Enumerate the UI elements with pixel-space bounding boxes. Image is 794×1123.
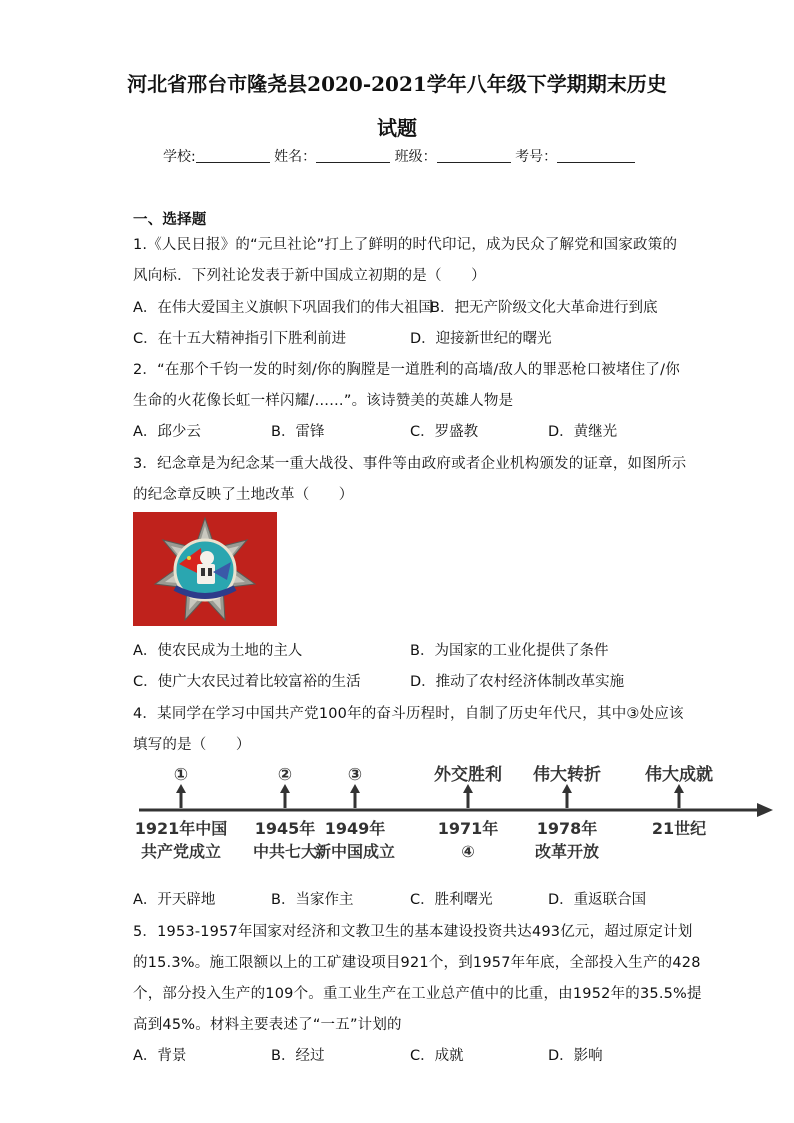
school-label: 学校:: [163, 149, 196, 165]
q4-option-b[interactable]: B．当家作主: [271, 892, 354, 908]
q3-option-d[interactable]: D．推动了农村经济体制改革实施: [410, 674, 625, 690]
q5-option-b[interactable]: B．经过: [271, 1048, 325, 1064]
timeline-tick-arrow: [350, 784, 360, 793]
timeline-tick-arrow: [176, 784, 186, 793]
timeline-year-label: 1949年: [324, 819, 386, 838]
q4-option-c[interactable]: C．胜利曙光: [410, 892, 493, 908]
number-blank[interactable]: [557, 148, 635, 163]
history-timeline: [133, 760, 773, 870]
timeline-top-label: 伟大成就: [645, 765, 713, 785]
timeline-top-label: 伟大转折: [533, 765, 601, 785]
q1-stem-line1: 1.《人民日报》的“元旦社论”打上了鲜明的时代印记，成为民众了解党和国家政策的: [133, 237, 678, 253]
timeline-top-label: ③: [347, 765, 363, 785]
q2-stem-line2: 生命的火花像长虹一样闪耀/……”。该诗赞美的英雄人物是: [133, 393, 514, 409]
timeline-tick-arrow: [674, 784, 684, 793]
timeline-arrowhead: [757, 803, 773, 817]
q1-stem-line2: 风向标．下列社论发表于新中国成立初期的是（ ）: [133, 268, 486, 284]
timeline-year-label: 1945年: [254, 819, 316, 838]
timeline-year-label: 21世纪: [651, 819, 707, 838]
timeline-year-label: 1978年: [536, 819, 598, 838]
timeline-event-label: ④: [461, 842, 475, 861]
name-label: 姓名：: [274, 149, 317, 165]
timeline-top-label: ①: [173, 765, 189, 785]
q4-stem-line2: 填写的是（ ）: [133, 737, 251, 753]
q5-stem-line3: 个，部分投入生产的109个。重工业生产在工业总产值中的比重，由1952年的35.5%提: [133, 986, 702, 1002]
q4-option-d[interactable]: D．重返联合国: [548, 892, 647, 908]
name-blank[interactable]: [316, 148, 390, 163]
q3-option-b[interactable]: B．为国家的工业化提供了条件: [410, 643, 609, 659]
q2-option-a[interactable]: A．邱少云: [133, 424, 201, 440]
q1-option-c[interactable]: C．在十五大精神指引下胜利前进: [133, 331, 347, 347]
q5-stem-line1: 5．1953-1957年国家对经济和文教卫生的基本建设投资共达493亿元，超过原定计划: [133, 924, 693, 940]
q2-stem-line1: 2．“在那个千钧一发的时刻/你的胸膛是一道胜利的高墙/敌人的罪恶枪口被堵住了/你: [133, 362, 680, 378]
timeline-event-label: 共产党成立: [140, 842, 222, 861]
timeline-tick-arrow: [463, 784, 473, 793]
exam-title-line2: 试题: [377, 116, 417, 140]
q1-option-d[interactable]: D．迎接新世纪的曙光: [410, 331, 552, 347]
timeline-event-label: 中共七大: [252, 842, 318, 861]
q3-option-c[interactable]: C．使广大农民过着比较富裕的生活: [133, 674, 361, 690]
q5-stem-line4: 高到45%。材料主要表述了“一五”计划的: [133, 1017, 402, 1033]
q4-stem-line1: 4．某同学在学习中国共产党100年的奋斗历程时，自制了历史年代尺，其中③处应该: [133, 706, 684, 722]
q1-option-b[interactable]: B．把无产阶级文化大革命进行到底: [430, 300, 658, 316]
q2-option-d[interactable]: D．黄继光: [548, 424, 618, 440]
q3-stem-line2: 的纪念章反映了土地改革（ ）: [133, 487, 354, 503]
q3-stem-line1: 3．纪念章是为纪念某一重大战役、事件等由政府或者企业机构颁发的证章，如图所示: [133, 456, 687, 472]
q3-option-a[interactable]: A．使农民成为土地的主人: [133, 643, 303, 659]
q5-option-c[interactable]: C．成就: [410, 1048, 464, 1064]
q4-option-a[interactable]: A．开天辟地: [133, 892, 216, 908]
timeline-tick-arrow: [280, 784, 290, 793]
section-heading: 一、选择题: [133, 212, 207, 228]
q5-stem-line2: 的15.3%。施工限额以上的工矿建设项目921个，到1957年年底，全部投入生产的428: [133, 955, 701, 971]
q1-option-a[interactable]: A．在伟大爱国主义旗帜下巩固我们的伟大祖国: [133, 300, 433, 316]
class-blank[interactable]: [437, 148, 511, 163]
timeline-event-label: 改革开放: [534, 842, 600, 861]
land-reform-medal-image: [133, 512, 277, 626]
timeline-year-label: 1971年: [437, 819, 499, 838]
q5-option-d[interactable]: D．影响: [548, 1048, 603, 1064]
exam-title-line1: 河北省邢台市隆尧县2020-2021学年八年级下学期期末历史: [127, 72, 667, 96]
student-info-row: [163, 146, 635, 166]
number-label: 考号：: [515, 149, 558, 165]
q2-option-c[interactable]: C．罗盛教: [410, 424, 479, 440]
timeline-tick-arrow: [562, 784, 572, 793]
timeline-top-label: ②: [277, 765, 293, 785]
school-blank[interactable]: [196, 148, 270, 163]
timeline-top-label: 外交胜利: [434, 765, 502, 785]
q2-option-b[interactable]: B．雷锋: [271, 424, 325, 440]
timeline-year-label: 1921年中国: [134, 819, 228, 838]
class-label: 班级：: [394, 149, 437, 165]
timeline-event-label: 新中国成立: [314, 842, 396, 861]
q5-option-a[interactable]: A．背景: [133, 1048, 187, 1064]
